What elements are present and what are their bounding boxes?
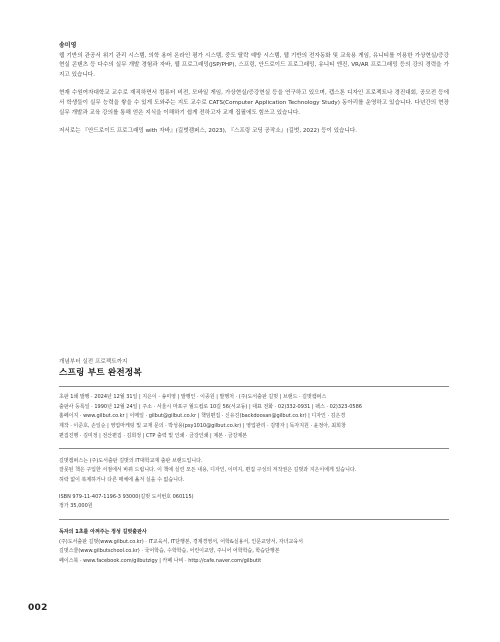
- colophon: [59, 393, 449, 442]
- publisher-intro: [59, 520, 449, 574]
- notice-line: 허락 없이 복제하거나 다른 매체에 옮겨 실을 수 없습니다.: [59, 476, 185, 483]
- isbn: ISBN 979-11-407-1196-3 93000(길벗 도서번호 060115): [59, 493, 194, 500]
- book-title: 스프링 부트 완전정복: [59, 368, 142, 378]
- colophon-line: 출판사 등록일 · 1990년 12월 24일 | 주소 · 서울시 마포구 월드컵로 10길 56(서교동) | 대표 전화 · 02)332-0931 | 팩스 · 02)323-0586: [59, 403, 362, 410]
- colophon-line: 편집진행 · 김미정 | 전산편집 · 김희정 | CTP 출력 및 인쇄 · 금강인쇄 | 제본 · 금강제본: [59, 432, 248, 439]
- publisher-line: (주)도서출판 길벗(www.gilbut.co.kr) · IT교육서, IT단행본, 경제경영서, 어학&실용서, 인문교양서, 자녀교육서: [59, 538, 303, 545]
- publisher-heading: 독자의 1초를 아껴주는 정성 길벗출판사: [59, 529, 147, 536]
- publisher-line: 페이스북 · www.facebook.com/gilbutzigy | 카페 나비 · http://cafe.naver.com/gilbutit: [59, 558, 262, 565]
- author-bio-paragraph: 현재 수원여자대학교 교수로 재직하면서 컴퓨터 비전, 모바일 게임, 가상현실/증강현실 등을 연구하고 있으며, 캡스톤 디자인 프로젝트나 경진대회, 공모전 등에서 학생들이 실무 능력을 쌓을 수 있게 도와주는 지도 교수로 CATS(Computer Application Technology Study) 동아리를 운영하고 있습니다. 다년간의 현장 실무 개발과 교육 강의를 통해 얻은 지식을 이해하기 쉽게 전하고자 교재 집필에도 힘쓰고 있습니다.: [59, 90, 449, 116]
- colophon-line: 홈페이지 · www.gilbut.co.kr | 이메일 · gilbut@gilbut.co.kr | 책임편집 · 신유진(backdoosan@gilbut.co.kr) | 디자인 · 김은경: [59, 413, 346, 420]
- author-bio: [59, 41, 449, 146]
- book-info: [59, 358, 449, 574]
- notice: [59, 449, 449, 520]
- publisher-line: 길벗스쿨(www.gilbutschool.co.kr) · 국어학습, 수학학습, 어린이교양, 주니어 어학학습, 학습단행본: [59, 548, 280, 555]
- divider: [59, 386, 449, 387]
- book-series: 개념부터 실전 프로젝트까지: [59, 359, 128, 365]
- page-number: 002: [28, 603, 48, 613]
- author-bio-paragraph: 저서로는 『안드로이드 프로그래밍 with 자바』(길벗캠퍼스, 2023), 『스프링 코딩 공작소』(길벗, 2022) 등이 있습니다.: [59, 128, 358, 135]
- colophon-line: 제작 · 이준호, 손일순 | 영업마케팅 및 교재 문의 · 박성용(psy1010@gilbut.co.kr) | 영업관리 · 김명자 | 독자지원 · 윤정아, 최희창: [59, 423, 346, 430]
- author-bio-paragraph: 웹 기반의 관공서 위기 관리 시스템, 의학 용어 온라인 평가 시스템, 중도 탈락 예방 시스템, 웹 기반의 전자동화 및 교육용 게임, 유니티를 이용한 가상현실/증강현실 콘텐츠 등 다수의 실무 개발 경험과 자바, 웹 프로그래밍(JSP/PHP), 스프링, 안드로이드 프로그래밍, 유니티 엔진, VR/AR 프로그래밍 등의 강의 경력을 가지고 있습니다.: [59, 52, 449, 78]
- author-name: 송미영: [59, 42, 77, 49]
- notice-line: 길벗캠퍼스는 (주)도서출판 길벗의 IT대학교재 출판 브랜드입니다.: [59, 457, 203, 464]
- notice-line: 잘못된 책은 구입한 서점에서 바꿔 드립니다. 이 책에 실린 모든 내용, 디자인, 이미지, 편집 구성의 저작권은 길벗과 지은이에게 있습니다.: [59, 467, 357, 474]
- colophon-line: 초판 1쇄 발행 · 2024년 12월 31일 | 지은이 · 송미영 | 발행인 · 이종원 | 발행처 · (주)도서출판 길벗 | 브랜드 · 길벗캠퍼스: [59, 394, 327, 400]
- price: 정가 35,000원: [59, 503, 93, 510]
